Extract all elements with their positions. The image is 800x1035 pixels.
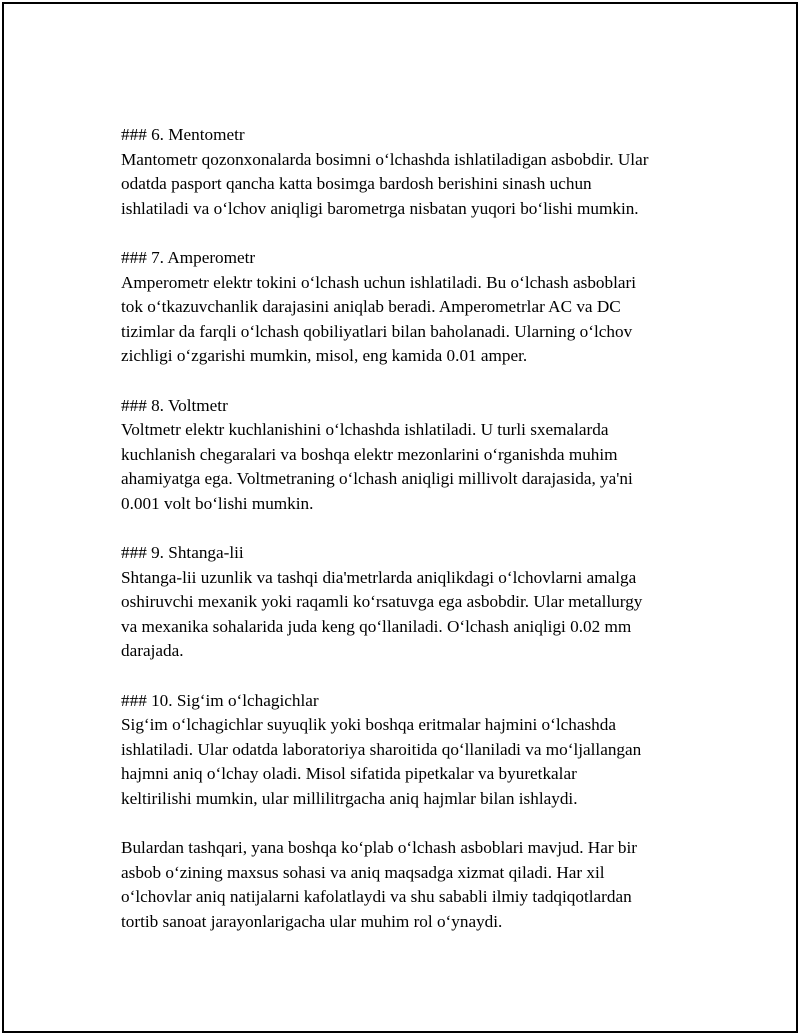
- paragraph-line: va mexanika sohalarida juda keng qo‘llaniladi. O‘lchash aniqligi 0.02 mm: [121, 616, 632, 636]
- paragraph-line: Voltmetr elektr kuchlanishini o‘lchashda ishlatiladi. U turli sxemalarda: [121, 420, 609, 440]
- paragraph-line: kuchlanish chegaralari va boshqa elektr mezonlarini o‘rganishda muhim: [121, 444, 618, 464]
- paragraph-line: tok o‘tkazuvchanlik darajasini aniqlab beradi. Amperometrlar AC va DC: [121, 297, 621, 317]
- section-paragraph: [121, 148, 701, 222]
- paragraph-line: 0.001 volt bo‘lishi mumkin.: [121, 493, 314, 513]
- section-heading: ### 9. Shtanga-lii: [121, 543, 244, 563]
- paragraph-line: asbob o‘zining maxsus sohasi va aniq maqsadga xizmat qiladi. Har xil: [121, 862, 605, 882]
- paragraph-line: ahamiyatga ega. Voltmetraning o‘lchash aniqligi millivolt darajasida, ya'ni: [121, 469, 633, 489]
- section-mentometr: [121, 123, 701, 221]
- paragraph-line: Bulardan tashqari, yana boshqa ko‘plab o‘lchash asboblari mavjud. Har bir: [121, 838, 637, 858]
- section-paragraph: [121, 418, 701, 516]
- section-paragraph: [121, 713, 701, 811]
- paragraph-line: odatda pasport qancha katta bosimga bardosh berishini sinash uchun: [121, 174, 592, 194]
- section-heading: ### 10. Sig‘im o‘lchagichlar: [121, 690, 319, 710]
- section-shtanga-lii: [121, 541, 701, 664]
- paragraph-line: Shtanga-lii uzunlik va tashqi dia'metrlarda aniqlikdagi o‘lchovlarni amalga: [121, 567, 637, 587]
- paragraph-line: Mantometr qozonxonalarda bosimni o‘lchashda ishlatiladigan asbobdir. Ular: [121, 149, 649, 169]
- paragraph-line: Amperometr elektr tokini o‘lchash uchun ishlatiladi. Bu o‘lchash asboblari: [121, 272, 637, 292]
- paragraph-line: tizimlar da farqli o‘lchash qobiliyatlari bilan baholanadi. Ularning o‘lchov: [121, 321, 633, 341]
- paragraph-line: keltirilishi mumkin, ular millilitrgacha aniq hajmlar bilan ishlaydi.: [121, 789, 578, 809]
- section-heading: ### 6. Mentometr: [121, 125, 245, 144]
- section-amperometr: [121, 246, 701, 369]
- paragraph-line: oshiruvchi mexanik yoki raqamli ko‘rsatuvga ega asbobdir. Ular metallurgy: [121, 592, 643, 612]
- paragraph-line: darajada.: [121, 641, 184, 661]
- section-paragraph: [121, 271, 701, 369]
- section-heading: ### 8. Voltmetr: [121, 395, 228, 415]
- paragraph-line: Sig‘im o‘lchagichlar suyuqlik yoki boshqa eritmalar hajmini o‘lchashda: [121, 715, 616, 735]
- paragraph-line: ishlatiladi va o‘lchov aniqligi barometrga nisbatan yuqori bo‘lishi mumkin.: [121, 198, 639, 218]
- page-frame: [2, 2, 798, 1033]
- document-body: [121, 123, 701, 935]
- paragraph-line: o‘lchovlar aniq natijalarni kafolatlaydi va shu sababli ilmiy tadqiqotlardan: [121, 887, 632, 907]
- paragraph-line: tortib sanoat jarayonlarigacha ular muhim rol o‘ynaydi.: [121, 912, 503, 931]
- closing-paragraph: [121, 836, 701, 934]
- section-sigim-olchagichlar: [121, 689, 701, 812]
- section-voltmetr: [121, 394, 701, 517]
- paragraph-line: zichligi o‘zgarishi mumkin, misol, eng kamida 0.01 amper.: [121, 346, 528, 366]
- section-heading: ### 7. Amperometr: [121, 247, 256, 267]
- paragraph-line: hajmni aniq o‘lchay oladi. Misol sifatida pipetkalar va byuretkalar: [121, 764, 577, 784]
- section-paragraph: [121, 566, 701, 664]
- paragraph-line: ishlatiladi. Ular odatda laboratoriya sharoitida qo‘llaniladi va mo‘ljallangan: [121, 739, 642, 759]
